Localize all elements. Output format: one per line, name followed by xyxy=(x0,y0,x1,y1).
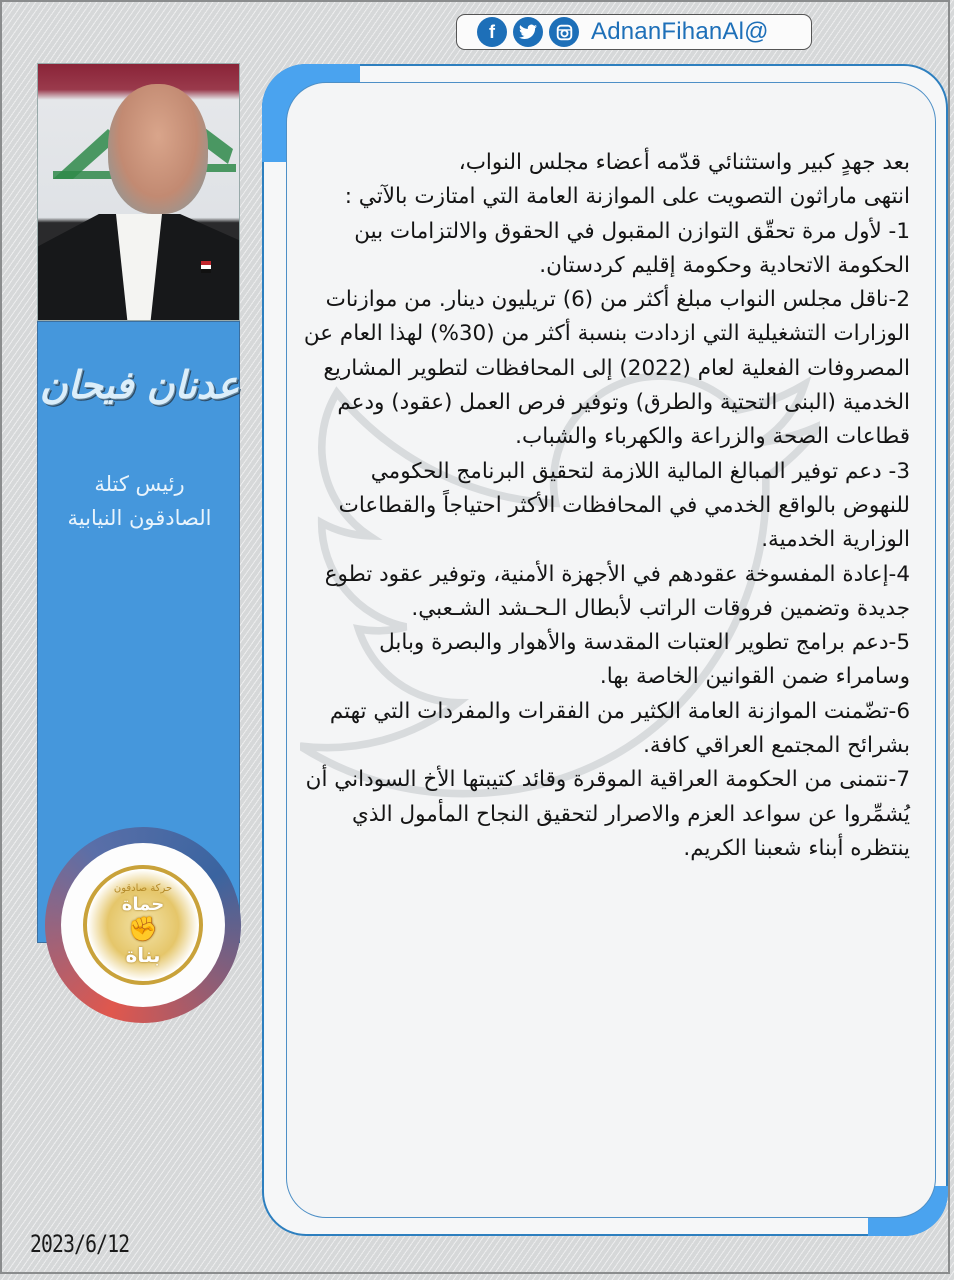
portrait-head xyxy=(108,84,208,214)
paragraph-point-1: 1- لأول مرة تحقّق التوازن المقبول في الحقوق والالتزامات بين الحكومة الاتحادية وحكومة إقليم كردستان. xyxy=(354,218,910,278)
role-line-1: رئيس كتلة xyxy=(94,472,185,496)
profile-photo xyxy=(37,63,240,321)
profile-sidebar xyxy=(37,63,240,943)
paragraph-intro-2: انتهى ماراثون التصويت على الموازنة العامة التي امتازت بالآتي : xyxy=(344,184,910,210)
twitter-icon[interactable] xyxy=(513,17,543,47)
emblem-top-text: حركة صادقون xyxy=(113,883,173,894)
profile-name: عدنان فيحان xyxy=(39,362,240,407)
post-date: 2023/6/12 xyxy=(30,1230,130,1258)
role-line-2: الصادقون النيابية xyxy=(67,506,212,530)
fist-icon: ✊ xyxy=(128,915,158,943)
social-bar xyxy=(456,14,812,50)
profile-role xyxy=(38,467,241,535)
paragraph-point-5: 5-دعم برامج تطوير العتبات المقدسة والأهوار والبصرة وبابل وسامراء ضمن القوانين الخاصة بها. xyxy=(379,630,910,690)
paragraph-point-4: 4-إعادة المفسوخة عقودهم في الأجهزة الأمنية، وتوفير عقود تطوع جديدة وتضمين فروقات الراتب لأبطال الـحـشد الشـعبي. xyxy=(324,561,910,621)
flag-pin-icon xyxy=(201,261,211,273)
emblem-bottom-text: بناة xyxy=(125,943,161,967)
paragraph-point-7: 7-نتمنى من الحكومة العراقية الموقرة وقائد كتيبتها الأخ السوداني أن يُشمِّروا عن سواعد العزم والاصرار لتحقيق النجاح المأمول الذي ينتظره أبناء شعبنا الكريم. xyxy=(305,767,910,861)
instagram-icon[interactable] xyxy=(549,17,579,47)
party-logo-badge xyxy=(45,827,241,1023)
paragraph-point-2: 2-ناقل مجلس النواب مبلغ أكثر من (6) تريليون دينار. من موازنات الوزارات التشغيلية التي ازدادت بنسبة أكثر من (30%) لهذا العام عن المصروفات الفعلية لعام (2022) إلى المحافظات لتطوير المشاريع الخدمية (البنى التحتية والطرق) وتوفير فرص العمل (عقود) ودعم قطاعات الصحة والزراعة والكهرباء والشباب. xyxy=(303,287,910,450)
facebook-icon[interactable]: f xyxy=(477,17,507,47)
paragraph-point-3: 3- دعم توفير المبالغ المالية اللازمة لتحقيق البرنامج الحكومي للنهوض بالواقع الخدمي في المحافظات الأكثر احتياجاً والقطاعات الوزارية الخدمية. xyxy=(338,458,910,553)
paragraph-point-6: 6-تضّمنت الموازنة العامة الكثير من الفقرات والمفردات التي تهتم بشرائح المجتمع العراقي كافة. xyxy=(329,698,910,759)
badge-inner xyxy=(61,843,225,1007)
party-emblem xyxy=(83,865,203,985)
social-handle[interactable]: AdnanFihanAl@ xyxy=(591,18,769,45)
emblem-middle-text: حماة xyxy=(121,894,165,915)
paragraph-intro-1: بعد جهدٍ كبير واستثنائي قدّمه أعضاء مجلس النواب، xyxy=(458,150,910,175)
statement-text xyxy=(300,146,910,866)
